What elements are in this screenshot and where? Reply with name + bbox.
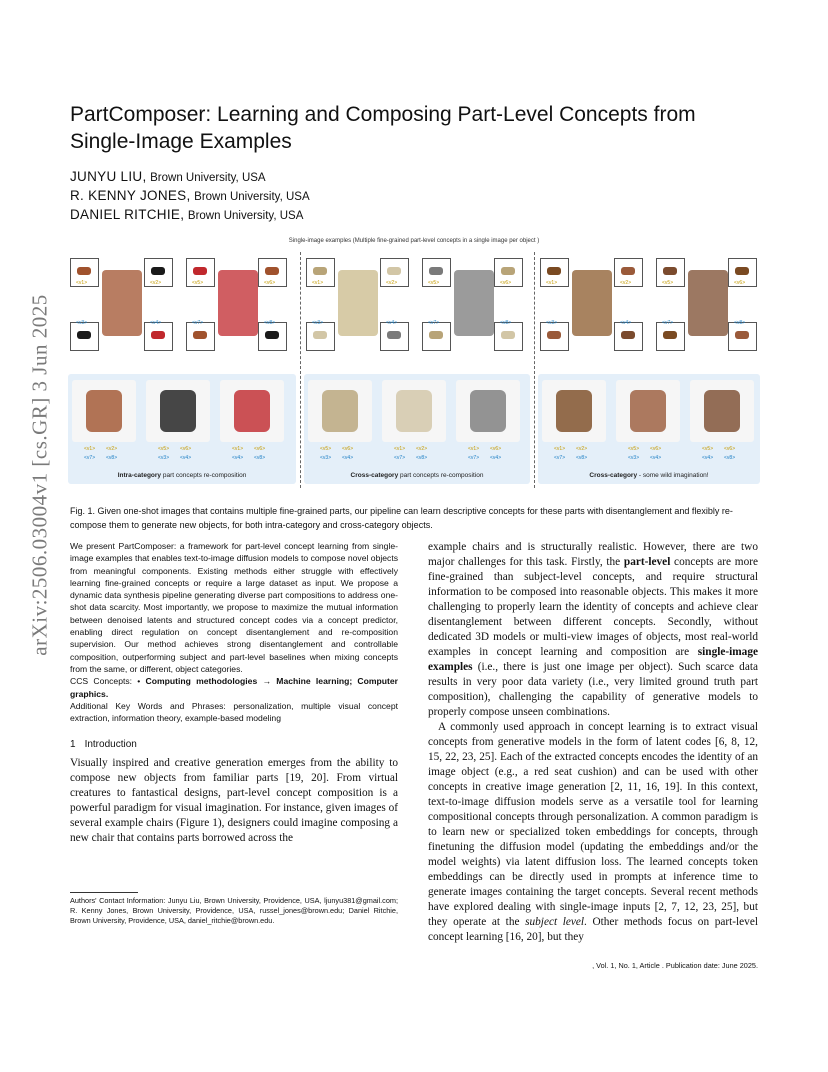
section-number: 1 — [70, 739, 76, 751]
part-shape — [501, 331, 515, 339]
generated-image — [72, 380, 136, 442]
concept-tag: <v8> — [416, 455, 428, 461]
part-shape — [547, 267, 561, 275]
generated-object — [234, 390, 270, 432]
part-shape — [313, 267, 327, 275]
generation-area — [538, 374, 760, 484]
concept-tag: <v3> — [546, 320, 558, 326]
concept-tag: <v6> — [264, 280, 276, 286]
concept-tag: <v4> — [490, 455, 502, 461]
concept-tag: <v2> — [576, 446, 588, 452]
part-shape — [621, 267, 635, 275]
part-shape — [501, 267, 515, 275]
author-line — [70, 187, 310, 206]
concept-tag: <v6> — [254, 446, 266, 452]
concept-tag: <v7> — [394, 455, 406, 461]
author-affiliation: Brown University, USA — [150, 172, 266, 184]
part-shape — [387, 331, 401, 339]
concept-tag: <v2> — [416, 446, 428, 452]
part-shape — [151, 331, 165, 339]
concept-tag: <v5> — [320, 446, 332, 452]
example-image — [218, 270, 258, 336]
part-shape — [429, 331, 443, 339]
concept-tag: <v7> — [428, 320, 440, 326]
author-contact-footnote: Authors' Contact Information: Junyu Liu, Brown University, Providence, USA, ljunyu381@gmail.com; R. Kenny Jones, Brown University, Providence, USA, russel_jones@brown.edu; Daniel Ritchie, Brown University, Providence, USA, daniel_ritchie@brown.edu. — [70, 896, 398, 925]
text-run: . Other methods focus on part-level concept learning [16, 20], but they — [428, 916, 758, 943]
example-area — [304, 250, 530, 370]
text-run: A commonly used approach in concept learning is to extract visual concepts from generative models in the form of latent codes [6, 8, 12, 15, 22, 23, 25]. Each of the extracted concepts encodes the identity of an image object (e.g., a red seat cushion) and can be used with other concepts in creative image generation [2, 11, 16, 19]. In this context, text-to-image diffusion models serve as a versatile tool for learning compositional concepts through personalization. A common paradigm is to learn new or specialized token embeddings for concepts, through finetuning the diffusion model (updating the embeddings and/or the model weights) via latent diffusion loss. The learned concepts token embeddings can be directly used in prompts at inference time to generate images containing the target concepts. Several recent methods have explored dealing with single-image inputs [2, 7, 12, 23, 25], but they operate at the — [428, 721, 758, 928]
concept-tag: <v3> — [76, 320, 88, 326]
part-thumbnail — [422, 322, 451, 351]
part-shape — [193, 331, 207, 339]
concept-tag: <v4> — [702, 455, 714, 461]
concept-tag: <v1> — [312, 280, 324, 286]
text-run: example chairs and is structurally realistic. However, there are two major challenges for this task. Firstly, the — [428, 541, 758, 568]
part-thumbnail — [728, 322, 757, 351]
section-title: Introduction — [84, 739, 137, 751]
generated-image — [382, 380, 446, 442]
panel-caption — [68, 472, 296, 479]
panel-caption — [538, 472, 760, 479]
part-shape — [77, 331, 91, 339]
concept-tag: <v3> — [158, 455, 170, 461]
concept-tag: <v5> — [158, 446, 170, 452]
concept-tag: <v1> — [232, 446, 244, 452]
abstract: We present PartComposer: a framework for part-level concept learning from single-image examples that enables text-to-image diffusion models to compose novel objects from meaningful components. Existing methods either struggle with effectively learning fine-grained concepts or require a large dataset as input. We propose a dynamic data synthesis pipeline generating diverse part compositions to address one-shot data scarcity. Most importantly, we propose to maximize the mutual information between denoised latents and structured concept codes via a concept predictor, enabling direct regulation on concept disentanglement and re-composition supervision. Our method achieves strong disentanglement and controllable composition, outperforming subject and part-level baselines when mixing concepts from the same, or different, object categories. — [70, 541, 399, 674]
concept-tag: <v2> — [150, 280, 162, 286]
part-thumbnail — [540, 322, 569, 351]
concept-tag: <v1> — [84, 446, 96, 452]
part-shape — [663, 267, 677, 275]
part-thumbnail — [614, 322, 643, 351]
concept-tag: <v3> — [320, 455, 332, 461]
concept-tag: <v4> — [386, 320, 398, 326]
panel-caption-rest: part concepts re-composition — [161, 472, 247, 479]
keywords: Additional Key Words and Phrases: personalization, multiple visual concept extraction, information theory, example-based modeling — [70, 700, 398, 724]
generated-image — [542, 380, 606, 442]
panel-caption-rest: part concepts re-composition — [398, 472, 484, 479]
concept-tag: <v5> — [192, 280, 204, 286]
generation-area — [68, 374, 296, 484]
concept-tag: <v4> — [620, 320, 632, 326]
arxiv-stamp — [20, 294, 60, 656]
concept-tag: <v1> — [546, 280, 558, 286]
concept-tag: <v8> — [264, 320, 276, 326]
generated-object — [704, 390, 740, 432]
part-shape — [387, 267, 401, 275]
author-affiliation: Brown University, USA — [194, 191, 310, 203]
concept-tag: <v7> — [662, 320, 674, 326]
panel-caption-rest: - some wild imagination! — [637, 472, 709, 479]
concept-tag: <v7> — [192, 320, 204, 326]
author-affiliation: Brown University, USA — [187, 210, 304, 222]
figure-header: Single-image examples (Multiple fine-grained part-level concepts in a single image per object ) — [288, 238, 540, 244]
part-shape — [429, 267, 443, 275]
panel-divider — [534, 252, 535, 488]
example-image — [102, 270, 142, 336]
part-shape — [313, 331, 327, 339]
generated-image — [146, 380, 210, 442]
concept-tag: <v5> — [428, 280, 440, 286]
generated-image — [220, 380, 284, 442]
concept-tag: <v8> — [106, 455, 118, 461]
concept-tag: <v6> — [500, 280, 512, 286]
generated-image — [308, 380, 372, 442]
part-thumbnail — [144, 322, 173, 351]
generated-image — [616, 380, 680, 442]
author-line — [70, 168, 310, 187]
figure-1 — [68, 238, 760, 488]
generation-area — [304, 374, 530, 484]
part-shape — [547, 331, 561, 339]
example-image — [454, 270, 494, 336]
concept-tag: <v2> — [106, 446, 118, 452]
concept-tag: <v4> — [650, 455, 662, 461]
body-paragraph — [428, 540, 758, 720]
concept-tag: <v3> — [628, 455, 640, 461]
emphasis-text: part-level — [623, 556, 671, 568]
part-shape — [193, 267, 207, 275]
generated-object — [630, 390, 666, 432]
italic-text: subject level — [525, 916, 585, 928]
example-image — [688, 270, 728, 336]
example-area — [538, 250, 760, 370]
section-heading — [70, 737, 398, 752]
concept-tag: <v1> — [468, 446, 480, 452]
generated-object — [322, 390, 358, 432]
text-run: (i.e., there is just one image per object). Such scarce data results in very poor data variety (i.e., very limited ground truth part composition), challenging the capability of generative models to properly compose unseen combinations. — [428, 661, 758, 718]
ccs-concepts — [70, 675, 398, 700]
part-shape — [735, 267, 749, 275]
concept-tag: <v6> — [490, 446, 502, 452]
concept-tag: <v1> — [554, 446, 566, 452]
example-image — [338, 270, 378, 336]
part-shape — [151, 267, 165, 275]
part-shape — [735, 331, 749, 339]
page-footer: , Vol. 1, No. 1, Article . Publication date: June 2025. — [592, 961, 758, 970]
concept-tag: <v7> — [554, 455, 566, 461]
part-thumbnail — [380, 322, 409, 351]
concept-tag: <v6> — [734, 280, 746, 286]
footnote-rule — [70, 892, 138, 893]
part-thumbnail — [494, 322, 523, 351]
part-shape — [265, 267, 279, 275]
author-name: JUNYU LIU, — [70, 169, 147, 184]
concept-tag: <v4> — [342, 455, 354, 461]
concept-tag: <v2> — [386, 280, 398, 286]
concept-tag: <v5> — [702, 446, 714, 452]
author-line — [70, 206, 310, 225]
part-thumbnail — [656, 322, 685, 351]
intro-paragraph: Visually inspired and creative generation emerges from the ability to compose new objects from familiar parts [19, 20]. From virtual creatures to fantastical designs, part-level concept composition is a powerful paradigm for visual imagination. For instance, given images of several example chairs (Figure 1), designers could imagine composing a new chair that contains parts borrowed across the — [70, 757, 398, 845]
generated-object — [86, 390, 122, 432]
generated-object — [470, 390, 506, 432]
panel-caption-bold: Intra-category — [117, 472, 162, 479]
generated-object — [396, 390, 432, 432]
panel-caption-bold: Cross-category — [350, 472, 399, 479]
part-shape — [77, 267, 91, 275]
generated-image — [690, 380, 754, 442]
concept-tag: <v6> — [650, 446, 662, 452]
example-area — [68, 250, 296, 370]
concept-tag: <v3> — [312, 320, 324, 326]
body-paragraph — [428, 720, 758, 945]
part-thumbnail — [70, 322, 99, 351]
concept-tag: <v6> — [342, 446, 354, 452]
part-thumbnail — [186, 322, 215, 351]
concept-tag: <v4> — [180, 455, 192, 461]
concept-tag: <v4> — [150, 320, 162, 326]
figure-panel — [68, 250, 296, 479]
panel-caption-bold: Cross-category — [589, 472, 638, 479]
ccs-terms: Computing methodologies → Machine learning; Computer graphics. — [70, 676, 398, 699]
concept-tag: <v5> — [628, 446, 640, 452]
generated-object — [160, 390, 196, 432]
concept-tag: <v8> — [576, 455, 588, 461]
concept-tag: <v1> — [394, 446, 406, 452]
part-thumbnail — [306, 322, 335, 351]
concept-tag: <v7> — [84, 455, 96, 461]
figure-panel — [538, 250, 760, 479]
ccs-label: CCS Concepts: • — [70, 676, 146, 687]
concept-tag: <v7> — [468, 455, 480, 461]
generated-image — [456, 380, 520, 442]
author-name: DANIEL RITCHIE, — [70, 207, 185, 222]
part-shape — [621, 331, 635, 339]
concept-tag: <v2> — [620, 280, 632, 286]
arxiv-stamp-text: arXiv:2506.03004v1 [cs.GR] 3 Jun 2025 — [27, 294, 52, 656]
right-column — [428, 540, 758, 945]
concept-tag: <v6> — [724, 446, 736, 452]
concept-tag: <v4> — [232, 455, 244, 461]
concept-tag: <v5> — [662, 280, 674, 286]
emphasis-text: single-image examples — [428, 646, 758, 673]
concept-tag: <v8> — [500, 320, 512, 326]
example-image — [572, 270, 612, 336]
concept-tag: <v8> — [254, 455, 266, 461]
panel-caption — [304, 472, 530, 479]
part-thumbnail — [258, 322, 287, 351]
concept-tag: <v8> — [734, 320, 746, 326]
part-shape — [663, 331, 677, 339]
figure-caption: Fig. 1. Given one-shot images that contains multiple fine-grained parts, our pipeline can learn descriptive concepts for these parts with disentanglement and flexibly re-compose them to generate new objects, for both intra-category and cross-category objects. — [70, 506, 733, 530]
author-list — [70, 168, 310, 225]
concept-tag: <v1> — [76, 280, 88, 286]
left-column — [70, 540, 398, 846]
text-run: concepts are more fine-grained than subject-level concepts, and require structural information to be composed into reasonable objects. This makes it more challenging to properly learn the identity of concepts and achieve clear disentanglement between different concepts. Secondly, without dedicated 3D models or multi-view images of objects, most real-world examples in concept learning and composition are — [428, 556, 758, 658]
author-name: R. KENNY JONES, — [70, 188, 191, 203]
concept-tag: <v6> — [180, 446, 192, 452]
paper-title: PartComposer: Learning and Composing Part-Level Concepts from Single-Image Examples — [70, 103, 696, 153]
generated-object — [556, 390, 592, 432]
concept-tag: <v8> — [724, 455, 736, 461]
part-shape — [265, 331, 279, 339]
figure-panel — [304, 250, 530, 479]
panel-divider — [300, 252, 301, 488]
